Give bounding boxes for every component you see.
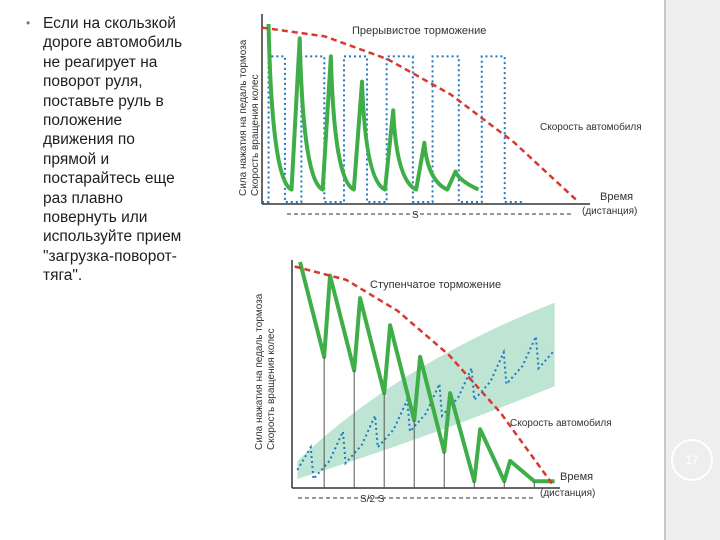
chart2-y-label: Сила нажатия на педаль тормоза xyxy=(254,293,265,450)
chart-step-braking xyxy=(254,260,612,505)
bullet-text: Если на скользкой дороге автомобиль не реагирует на поворот руля, поставьте руль в положение движения по прямой и постарайтесь еще раз плавно повернуть или используйте прием "загрузка-поворот- тяга". xyxy=(43,15,183,285)
chart1-speed-label-text: Скорость автомобиля xyxy=(540,122,642,133)
chart1-wheel-speed-line xyxy=(269,24,479,190)
chart2-band-area xyxy=(297,303,554,479)
chart2-x-label-sub: (дистанция) xyxy=(540,488,596,499)
chart1-x-label-sub: (дистанция) xyxy=(582,206,638,217)
chart2-title: Ступенчатое торможение xyxy=(370,279,502,291)
chart2-distance-marker: S/2 S xyxy=(360,494,385,505)
chart-intermittent-braking xyxy=(238,14,642,221)
chart2-y-label-2: Скорость вращения колес xyxy=(266,328,277,450)
chart1-y-label: Сила нажатия на педаль тормоза xyxy=(238,39,249,196)
chart1-x-label: Время xyxy=(600,191,634,203)
chart1-speed-label xyxy=(540,121,642,133)
chart1-title: Прерывистое торможение xyxy=(352,25,487,37)
bullet-dot-icon: • xyxy=(26,16,31,30)
chart1-wheel-speed-series xyxy=(269,24,479,190)
slide-number: 17 xyxy=(685,453,699,467)
chart1-y-label-2: Скорость вращения колес xyxy=(250,74,261,196)
chart1-distance-marker: S xyxy=(412,210,419,221)
chart2-speed-label: Скорость автомобиля xyxy=(510,418,612,429)
chart2-x-label: Время xyxy=(560,471,594,483)
